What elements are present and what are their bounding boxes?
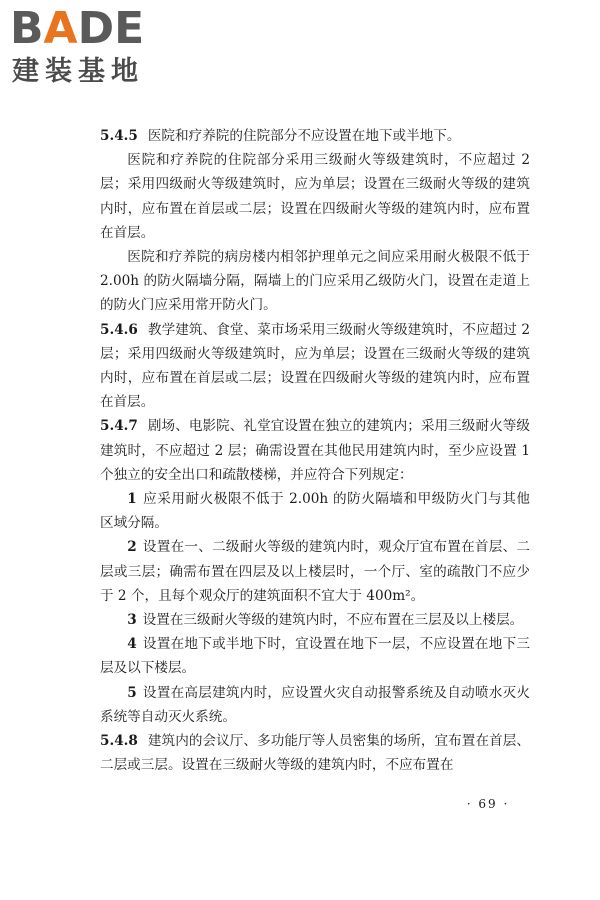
item-text: 应采用耐火极限不低于 2.00h 的防火隔墙和甲级防火门与其他区域分隔。 (100, 491, 530, 532)
logo-subtitle: 建装基地 (12, 56, 144, 87)
clause-5-4-6 (100, 318, 530, 415)
clause-text: 剧场、电影院、礼堂宜设置在独立的建筑内；采用三级耐火等级建筑时，不应超过 2 层；确需设置在其他民用建筑内时，至少应设置 1 个独立的安全出口和疏散楼梯，并应符合下列规定： (100, 418, 530, 483)
item-number: 5 (127, 684, 137, 701)
clause-text: 建筑内的会议厅、多功能厅等人员密集的场所，宜布置在首层、二层或三层。设置在三级耐火等级的建筑内时，不应布置在 (100, 733, 530, 774)
item-text: 设置在一、二级耐火等级的建筑内时，观众厅宜布置在首层、二层或三层；确需布置在四层及以上楼层时，一个厅、室的疏散门不应少于 2 个，且每个观众厅的建筑面积不宜大于 400m²。 (100, 539, 530, 604)
item-number: 2 (127, 539, 137, 556)
item-text: 设置在高层建筑内时，应设置火灾自动报警系统及自动喷水灭火系统等自动灭火系统。 (100, 684, 530, 725)
paragraph: 医院和疗养院的住院部分采用三级耐火等级建筑时，不应超过 2 层；采用四级耐火等级建筑时，应为单层；设置在三级耐火等级的建筑内时，应布置在首层或二层；设置在四级耐火等级的建筑内时，应布置在首层。 (100, 152, 530, 241)
clause-number: 5.4.6 (100, 321, 138, 338)
logo-wordmark: BADE (10, 3, 145, 54)
clause-5-4-7 (100, 414, 530, 487)
paragraph: 医院和疗养院的病房楼内相邻护理单元之间应采用耐火极限不低于 2.00h 的防火隔墙分隔，隔墙上的门应采用乙级防火门，设置在走道上的防火门应采用常开防火门。 (100, 249, 530, 314)
document-body (100, 124, 530, 777)
clause-text: 医院和疗养院的住院部分不应设置在地下或半地下。 (147, 128, 461, 144)
item-text: 设置在地下或半地下时，宜设置在地下一层，不应设置在地下三层及以下楼层。 (100, 636, 530, 677)
clause-5-4-8 (100, 729, 530, 777)
list-item (100, 632, 530, 680)
clause-text: 教学建筑、食堂、菜市场采用三级耐火等级建筑时，不应超过 2 层；采用四级耐火等级建筑时，应为单层；设置在三级耐火等级的建筑内时，应布置在首层或二层；设置在四级耐火等级的建筑内时，应布置在首层。 (100, 321, 530, 411)
list-item (100, 681, 530, 729)
list-item (100, 608, 530, 632)
clause-number: 5.4.5 (100, 128, 138, 144)
page-number: · 69 · (466, 797, 510, 811)
item-number: 4 (127, 636, 137, 653)
item-number: 1 (127, 491, 137, 508)
clause-number: 5.4.8 (100, 733, 138, 750)
list-item (100, 487, 530, 535)
clause-number: 5.4.7 (100, 418, 138, 435)
item-number: 3 (127, 612, 137, 629)
list-item (100, 535, 530, 608)
clause-5-4-5 (100, 124, 530, 148)
bade-logo (10, 4, 180, 94)
item-text: 设置在三级耐火等级的建筑内时，不应布置在三层及以上楼层。 (142, 612, 524, 629)
